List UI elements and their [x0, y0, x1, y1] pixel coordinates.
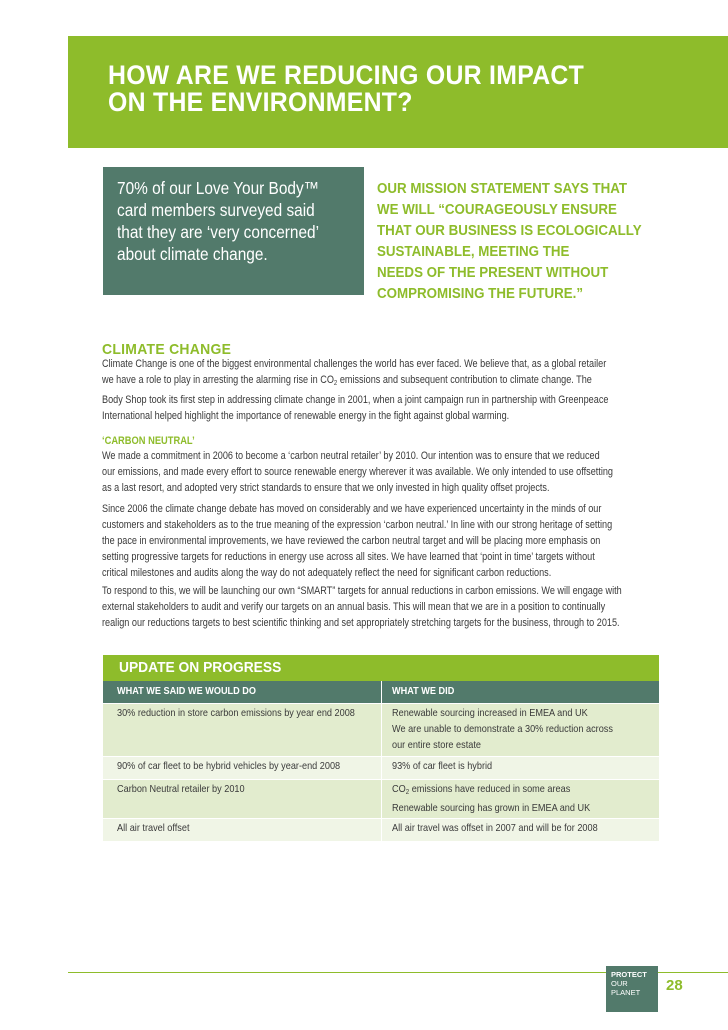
text-line: We made a commitment in 2006 to become a ‘carbon neutral retailer’ by 2010. Our intention was to ensure that we reduced [102, 450, 600, 462]
table-cell [103, 757, 382, 779]
cell-text: 30% reduction in store carbon emissions by year end 2008 [117, 708, 355, 719]
cell-text: 93% of car fleet is hybrid [392, 761, 493, 772]
mission-statement [377, 179, 677, 305]
mission-line: OUR MISSION STATEMENT SAYS THAT [377, 181, 628, 197]
text-line: setting progressive targets for reductions in energy use across all sites. We have learned that ‘point in time’ targets without [102, 551, 595, 563]
table-row [103, 819, 659, 842]
text-fragment: emissions and subsequent contribution to climate change. The [337, 374, 592, 386]
cell-text: All air travel offset [117, 823, 190, 834]
table-row [103, 780, 659, 819]
quote-line: card members surveyed said [117, 200, 315, 220]
progress-table [103, 655, 659, 842]
quote-line: that they are ‘very concerned’ [117, 222, 320, 242]
mission-line: THAT OUR BUSINESS IS ECOLOGICALLY [377, 223, 642, 239]
quote-text [117, 177, 328, 265]
page-number: 28 [666, 977, 683, 994]
text-fragment: CO [392, 784, 406, 795]
text-line: Climate Change is one of the biggest environmental challenges the world has ever faced. We believe that, as a global retailer [102, 358, 607, 370]
text-fragment: emissions have reduced in some areas [409, 784, 571, 795]
text-line: the pace in environmental improvements, we have reviewed the carbon neutral target and will be placing more emphasis on [102, 535, 601, 547]
quote-box [103, 167, 364, 295]
protect-our-planet-badge [606, 966, 658, 1012]
badge-text: PROTECT [611, 970, 647, 979]
subscript: 2 [333, 380, 338, 387]
carbon-paragraph-3 [102, 583, 662, 631]
table-cell [382, 819, 659, 841]
cell-text: All air travel was offset in 2007 and will be for 2008 [392, 823, 598, 834]
cell-text: Renewable sourcing has grown in EMEA and UK [392, 803, 591, 814]
carbon-paragraph-1 [102, 448, 662, 496]
badge-text: PLANET [611, 988, 641, 997]
table-header-row [103, 681, 659, 704]
text-fragment: we have a role to play in arresting the alarming rise in CO [102, 374, 334, 386]
table-cell [382, 704, 659, 756]
table-row [103, 757, 659, 780]
table-cell [103, 704, 382, 756]
text-line: Body Shop took its first step in addressing climate change in 2001, when a joint campaign run in partnership with Greenpeace [102, 394, 609, 406]
column-header [103, 681, 382, 703]
mission-line: COMPROMISING THE FUTURE.” [377, 286, 584, 302]
header-text: WHAT WE SAID WE WOULD DO [117, 686, 257, 697]
text-line: critical milestones and audits along the way do not adequately reflect the need for significant carbon reductions. [102, 567, 552, 579]
climate-change-paragraph [102, 356, 662, 424]
page-title-line-1: HOW ARE WE REDUCING OUR IMPACT [108, 60, 585, 90]
text-line: as a last resort, and adopted very strict standards to ensure that we only invested in high quality offset projects. [102, 482, 550, 494]
text-line [102, 372, 592, 392]
mission-line: NEEDS OF THE PRESENT WITHOUT [377, 265, 609, 281]
cell-text: Carbon Neutral retailer by 2010 [117, 784, 245, 795]
progress-title-text: UPDATE ON PROGRESS [119, 659, 282, 676]
text-line: customers and stakeholders as to the true meaning of the expression ‘carbon neutral.’ In line with our strong heritage of setting [102, 519, 613, 531]
carbon-paragraph-2 [102, 501, 662, 581]
mission-line: SUSTAINABLE, MEETING THE [377, 244, 570, 260]
cell-text: our entire store estate [392, 740, 481, 751]
text-line: To respond to this, we will be launching our own “SMART” targets for annual reductions in carbon emissions. We will engage with [102, 585, 622, 597]
text-line: Since 2006 the climate change debate has moved on considerably and we have experienced uncertainty in the minds of our [102, 503, 602, 515]
header-banner [68, 36, 728, 148]
text-line: our emissions, and made every effort to source renewable energy wherever it was available. We only intended to use offsetting [102, 466, 613, 478]
text-line: external stakeholders to audit and verify our targets on an annual basis. This will mean that we are in a position to continually [102, 601, 606, 613]
quote-line: 70% of our Love Your Body™ [117, 178, 320, 198]
cell-text [392, 782, 627, 801]
cell-text: 90% of car fleet to be hybrid vehicles by year-end 2008 [117, 761, 341, 772]
subscript: 2 [405, 789, 410, 796]
carbon-neutral-heading: ‘CARBON NEUTRAL’ [102, 435, 195, 447]
table-cell [103, 780, 382, 818]
page-title [108, 62, 660, 116]
text-line: realign our reductions targets to best scientific thinking and set appropriately stretching targets for the business, through to 2015. [102, 617, 620, 629]
table-cell [382, 757, 659, 779]
header-text: WHAT WE DID [392, 686, 455, 697]
mission-line: WE WILL “COURAGEOUSLY ENSURE [377, 202, 617, 218]
cell-text: We are unable to demonstrate a 30% reduction across [392, 724, 613, 735]
table-cell [382, 780, 659, 818]
quote-line: about climate change. [117, 244, 268, 264]
table-cell [103, 819, 382, 841]
column-header [382, 681, 659, 703]
progress-table-title [103, 655, 659, 681]
cell-text: Renewable sourcing increased in EMEA and UK [392, 708, 588, 719]
page-title-line-2: ON THE ENVIRONMENT? [108, 87, 413, 117]
climate-change-heading: CLIMATE CHANGE [102, 341, 232, 358]
badge-text: OUR [611, 979, 628, 988]
table-row [103, 704, 659, 757]
text-line: International helped highlight the importance of renewable energy in the fight against global warming. [102, 410, 510, 422]
